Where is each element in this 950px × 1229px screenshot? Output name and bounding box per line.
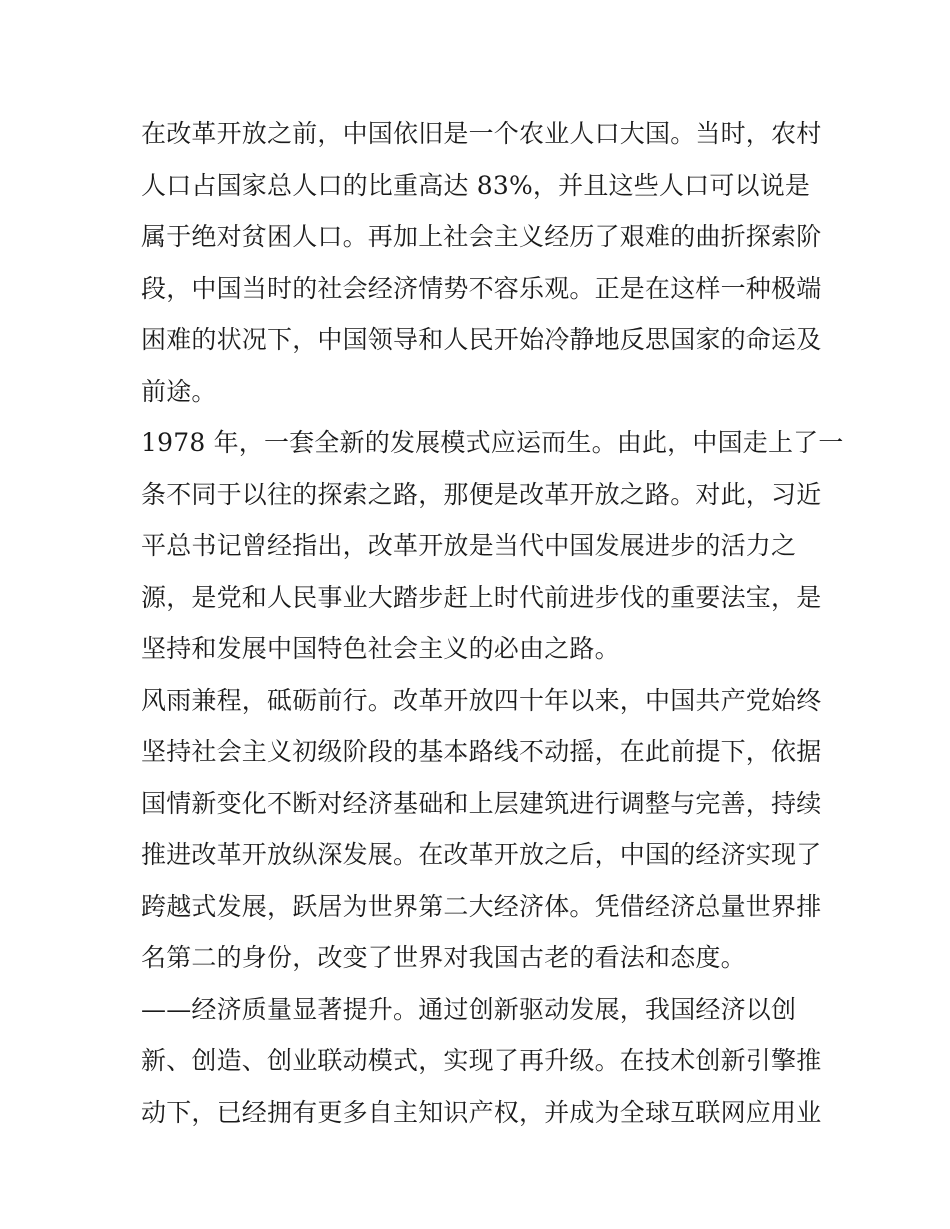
text-line: 困难的状况下，中国领导和人民开始冷静地反思国家的命运及 xyxy=(141,325,822,354)
text-line: 风雨兼程，砥砺前行。改革开放四十年以来，中国共产党始终 xyxy=(141,685,822,715)
text-line: 1978 年，一套全新的发展模式应运而生。由此，中国走上了一 xyxy=(141,428,844,457)
text-line: 动下，已经拥有更多自主知识产权，并成为全球互联网应用业 xyxy=(141,1097,822,1127)
text-line: 在改革开放之前，中国依旧是一个农业人口大国。当时，农村 xyxy=(141,119,822,148)
text-line: 新、创造、创业联动模式，实现了再升级。在技术创新引擎推 xyxy=(141,1046,822,1075)
text-line: 推进改革开放纵深发展。在改革开放之后，中国的经济实现了 xyxy=(141,840,822,869)
text-line: 段，中国当时的社会经济情势不容乐观。正是在这样一种极端 xyxy=(141,273,822,303)
text-line: 平总书记曾经指出，改革开放是当代中国发展进步的活力之 xyxy=(141,531,797,560)
text-line: ——经济质量显著提升。通过创新驱动发展，我国经济以创 xyxy=(141,994,797,1024)
body-text xyxy=(141,108,844,1138)
text-line: 源，是党和人民事业大踏步赶上时代前进步伐的重要法宝，是 xyxy=(141,582,822,612)
text-line: 前途。 xyxy=(141,376,217,406)
text-line: 名第二的身份，改变了世界对我国古老的看法和态度。 xyxy=(141,943,746,972)
text-line: 属于绝对贫困人口。再加上社会主义经历了艰难的曲折探索阶 xyxy=(141,222,822,251)
text-line: 人口占国家总人口的比重高达 83%，并且这些人口可以说是 xyxy=(141,170,811,200)
text-line: 坚持和发展中国特色社会主义的必由之路。 xyxy=(141,634,620,663)
text-line: 跨越式发展，跃居为世界第二大经济体。凭借经济总量世界排 xyxy=(141,891,822,921)
text-line: 坚持社会主义初级阶段的基本路线不动摇，在此前提下，依据 xyxy=(141,737,822,766)
text-line: 国情新变化不断对经济基础和上层建筑进行调整与完善，持续 xyxy=(141,788,822,818)
text-line: 条不同于以往的探索之路，那便是改革开放之路。对此，习近 xyxy=(141,479,822,509)
